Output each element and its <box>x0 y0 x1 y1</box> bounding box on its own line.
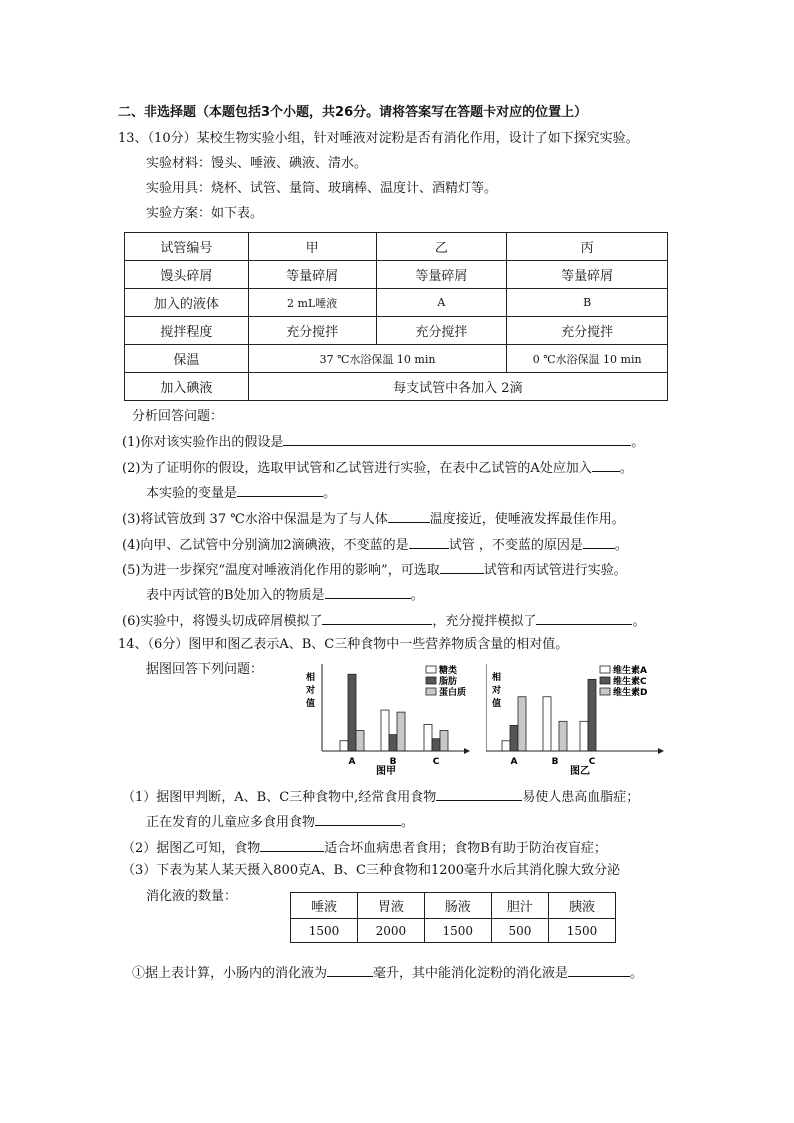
table-cell: 甲 <box>248 233 376 261</box>
answer-blank[interactable] <box>283 432 631 446</box>
bar-A-糖类 <box>340 741 348 751</box>
bar-A-维生素C <box>510 725 518 751</box>
bar-C-脂肪 <box>432 739 440 751</box>
q13-s3-text2: 温度接近，使唾液发挥最佳作用。 <box>429 512 625 527</box>
q13-s1 <box>122 432 644 452</box>
q13-materials: 实验材料：馒头、唾液、碘液、清水。 <box>146 156 368 171</box>
q14-s3: （3）下表为某人某天摄入800克A、B、C三种食物和1200毫升水后其消化腺大致分泌 <box>122 863 621 878</box>
q13-s2-text: (2)为了证明你的假设，选取甲试管和乙试管进行实验，在表中乙试管的A处应加入 <box>122 461 592 476</box>
q13-s4 <box>122 535 628 555</box>
q14-prompt: 据图回答下列问题： <box>146 662 264 677</box>
legend-label: 脂肪 <box>439 677 458 687</box>
table-row <box>125 289 668 317</box>
table-cell: 1500 <box>424 919 491 943</box>
answer-blank[interactable] <box>583 535 615 549</box>
answer-blank[interactable] <box>440 560 484 574</box>
answer-blank[interactable] <box>536 611 632 625</box>
x-tick-label: B <box>551 757 559 767</box>
table-cell: 500 <box>491 919 548 943</box>
y-axis-label-char: 相 <box>492 673 502 683</box>
y-axis-label-char: 对 <box>492 686 502 696</box>
q14-s2-text2: 适合坏血病患者食用；食物B有助于防治夜盲症； <box>324 841 607 856</box>
legend-swatch <box>426 688 436 695</box>
q13-s5-text: (5)为进一步探究“温度对唾液消化作用的影响”，可选取 <box>122 563 440 578</box>
q13-s5-b <box>146 585 424 605</box>
table-cell: 充分搅拌 <box>507 317 668 345</box>
q13-s3-text: (3)将试管放到 37 ℃水浴中保温是为了与人体 <box>122 512 388 527</box>
table-cell: B <box>507 289 668 317</box>
legend-label: 蛋白质 <box>439 688 467 698</box>
q13-s4-end: 。 <box>614 538 628 553</box>
q13-s2-variable <box>146 483 336 503</box>
chart-legend <box>426 664 466 698</box>
table-cell: 搅拌程度 <box>125 317 249 345</box>
q13-s5-text2: 试管和丙试管进行实验。 <box>483 563 627 578</box>
table-cell: A <box>376 289 507 317</box>
table-header: 肠液 <box>424 893 491 919</box>
q14-intro: 14、（6分）图甲和图乙表示A、B、C三种食物中一些营养物质含量的相对值。 <box>118 637 569 652</box>
table-cell: 加入的液体 <box>125 289 249 317</box>
legend-label: 维生素A <box>613 666 647 676</box>
table-cell: 等量碎屑 <box>376 261 507 289</box>
legend-swatch <box>426 677 436 684</box>
table-header: 胰液 <box>549 893 616 919</box>
q14-s1 <box>122 787 639 807</box>
q14-s4 <box>132 963 643 983</box>
legend-label: 维生素C <box>613 677 647 687</box>
q14-s1-text: （1）据图甲判断，A、B、C三种食物中,经常食用食物 <box>122 790 437 805</box>
q14-s3-b: 消化液的数量： <box>146 889 238 904</box>
table-cell: 37 ℃水浴保温 10 min <box>248 345 507 373</box>
q14-s1-b <box>146 812 414 832</box>
answer-blank[interactable] <box>592 458 620 472</box>
legend-label: 糖类 <box>439 666 458 676</box>
table-header: 唾液 <box>291 893 358 919</box>
bar-C-维生素C <box>588 679 596 751</box>
table-row <box>125 317 668 345</box>
table-cell: 等量碎屑 <box>248 261 376 289</box>
bar-C-蛋白质 <box>440 731 448 751</box>
q13-s5-b-end: 。 <box>410 588 424 603</box>
digestive-juice-table <box>290 892 616 943</box>
table-cell: 每支试管中各加入 2滴 <box>248 373 667 401</box>
q13-s4-text2: 试管 ，不变蓝的原因是 <box>448 538 583 553</box>
table-cell: 保温 <box>125 345 249 373</box>
q13-tools: 实验用具：烧杯、试管、量筒、玻璃棒、温度计、酒精灯等。 <box>146 181 498 196</box>
y-axis-label-char: 值 <box>492 699 502 709</box>
table-cell: 丙 <box>507 233 668 261</box>
answer-blank[interactable] <box>315 812 401 826</box>
analysis-label: 分析回答问题： <box>132 409 224 424</box>
bar-B-维生素A <box>543 697 551 751</box>
q13-s6-text2: ，充分搅拌模拟了 <box>432 614 537 629</box>
q14-s4-text2: 毫升，其中能消化淀粉的消化液是 <box>373 966 569 981</box>
x-axis-arrow <box>464 748 470 754</box>
table-cell: 等量碎屑 <box>507 261 668 289</box>
q13-s5-b-text: 表中丙试管的B处加入的物质是 <box>146 588 325 603</box>
answer-blank[interactable] <box>409 535 449 549</box>
y-axis-label-char: 相 <box>306 673 316 683</box>
legend-label: 维生素D <box>613 688 648 698</box>
table-cell: 1500 <box>549 919 616 943</box>
table-header: 胆汁 <box>491 893 548 919</box>
table-cell: 充分搅拌 <box>376 317 507 345</box>
q13-s2-variable-text: 本实验的变量是 <box>146 486 238 501</box>
chart-jia <box>296 658 482 780</box>
q13-s6-end: 。 <box>632 614 646 629</box>
chart-yi <box>486 658 676 780</box>
table-cell: 试管编号 <box>125 233 249 261</box>
table-row <box>291 919 616 943</box>
table-cell: 1500 <box>291 919 358 943</box>
bar-B-脂肪 <box>389 735 397 751</box>
x-tick-label: C <box>588 757 596 767</box>
experiment-table <box>124 232 668 401</box>
table-cell: 馒头碎屑 <box>125 261 249 289</box>
q14-s1-b-text: 正在发育的儿童应多食用食物 <box>146 815 316 830</box>
q13-s2-variable-end: 。 <box>323 486 337 501</box>
answer-blank[interactable] <box>568 963 630 977</box>
q13-s1-end: 。 <box>631 435 645 450</box>
q13-s1-text: (1)你对该实验作出的假设是 <box>122 435 284 450</box>
q13-plan: 实验方案：如下表。 <box>146 206 264 221</box>
chart-bars <box>502 679 596 751</box>
answer-blank[interactable] <box>327 963 373 977</box>
q13-s3 <box>122 509 625 529</box>
answer-blank[interactable] <box>325 585 411 599</box>
chart-bars <box>340 674 448 751</box>
x-tick-label: C <box>432 757 440 767</box>
x-tick-label: B <box>389 757 397 767</box>
q13-s2-end: 。 <box>619 461 633 476</box>
answer-blank[interactable] <box>260 838 324 852</box>
answer-blank[interactable] <box>436 787 522 801</box>
table-row <box>125 261 668 289</box>
answer-blank[interactable] <box>322 611 432 625</box>
section-title: 二、非选择题（本题包括3个小题，共26分。请将答案写在答题卡对应的位置上） <box>118 105 588 120</box>
chart-title: 图乙 <box>570 766 590 777</box>
table-row <box>125 345 668 373</box>
table-cell: 充分搅拌 <box>248 317 376 345</box>
legend-swatch <box>426 666 436 673</box>
x-tick-label: A <box>348 757 356 767</box>
bar-A-维生素A <box>502 741 510 751</box>
q13-s6-text: (6)实验中，将馒头切成碎屑模拟了 <box>122 614 323 629</box>
q14-s4-text: ①据上表计算，小肠内的消化液为 <box>132 966 328 981</box>
x-tick-label: A <box>510 757 518 767</box>
table-row <box>125 233 668 261</box>
q14-s4-end: 。 <box>630 966 644 981</box>
q14-s2-text: （2）据图乙可知，食物 <box>122 841 261 856</box>
answer-blank[interactable] <box>237 483 323 497</box>
q14-s2 <box>122 838 607 858</box>
chart-title: 图甲 <box>376 766 396 777</box>
q14-s1-text2: 易使人患高血脂症； <box>522 790 640 805</box>
bar-B-糖类 <box>381 710 389 751</box>
bar-C-维生素A <box>580 721 588 751</box>
table-cell: 加入碘液 <box>125 373 249 401</box>
table-cell: 2 mL唾液 <box>248 289 376 317</box>
bar-A-脂肪 <box>348 674 356 751</box>
legend-swatch <box>600 677 610 684</box>
table-header: 胃液 <box>357 893 424 919</box>
q13-s4-text: (4)向甲、乙试管中分别滴加2滴碘液，不变蓝的是 <box>122 538 409 553</box>
bar-A-蛋白质 <box>356 731 364 751</box>
table-cell: 2000 <box>357 919 424 943</box>
q13-s2 <box>122 458 633 478</box>
q14-s1-b-end: 。 <box>401 815 415 830</box>
bar-A-维生素D <box>518 697 526 751</box>
chart-legend <box>600 664 647 698</box>
q13-s5 <box>122 560 627 580</box>
table-row <box>125 373 668 401</box>
q13-intro: 13、（10分）某校生物实验小组，针对唾液对淀粉是否有消化作用，设计了如下探究实验。 <box>118 131 639 146</box>
answer-blank[interactable] <box>388 509 430 523</box>
bar-C-糖类 <box>424 724 432 751</box>
bar-B-维生素D <box>559 721 567 751</box>
table-cell: 0 ℃水浴保温 10 min <box>507 345 668 373</box>
legend-swatch <box>600 666 610 673</box>
q13-s6 <box>122 611 645 631</box>
y-axis-label-char: 对 <box>306 686 316 696</box>
x-axis-arrow <box>658 748 664 754</box>
table-row <box>291 893 616 919</box>
legend-swatch <box>600 688 610 695</box>
y-axis-label-char: 值 <box>306 699 316 709</box>
table-cell: 乙 <box>376 233 507 261</box>
bar-B-蛋白质 <box>397 712 405 751</box>
